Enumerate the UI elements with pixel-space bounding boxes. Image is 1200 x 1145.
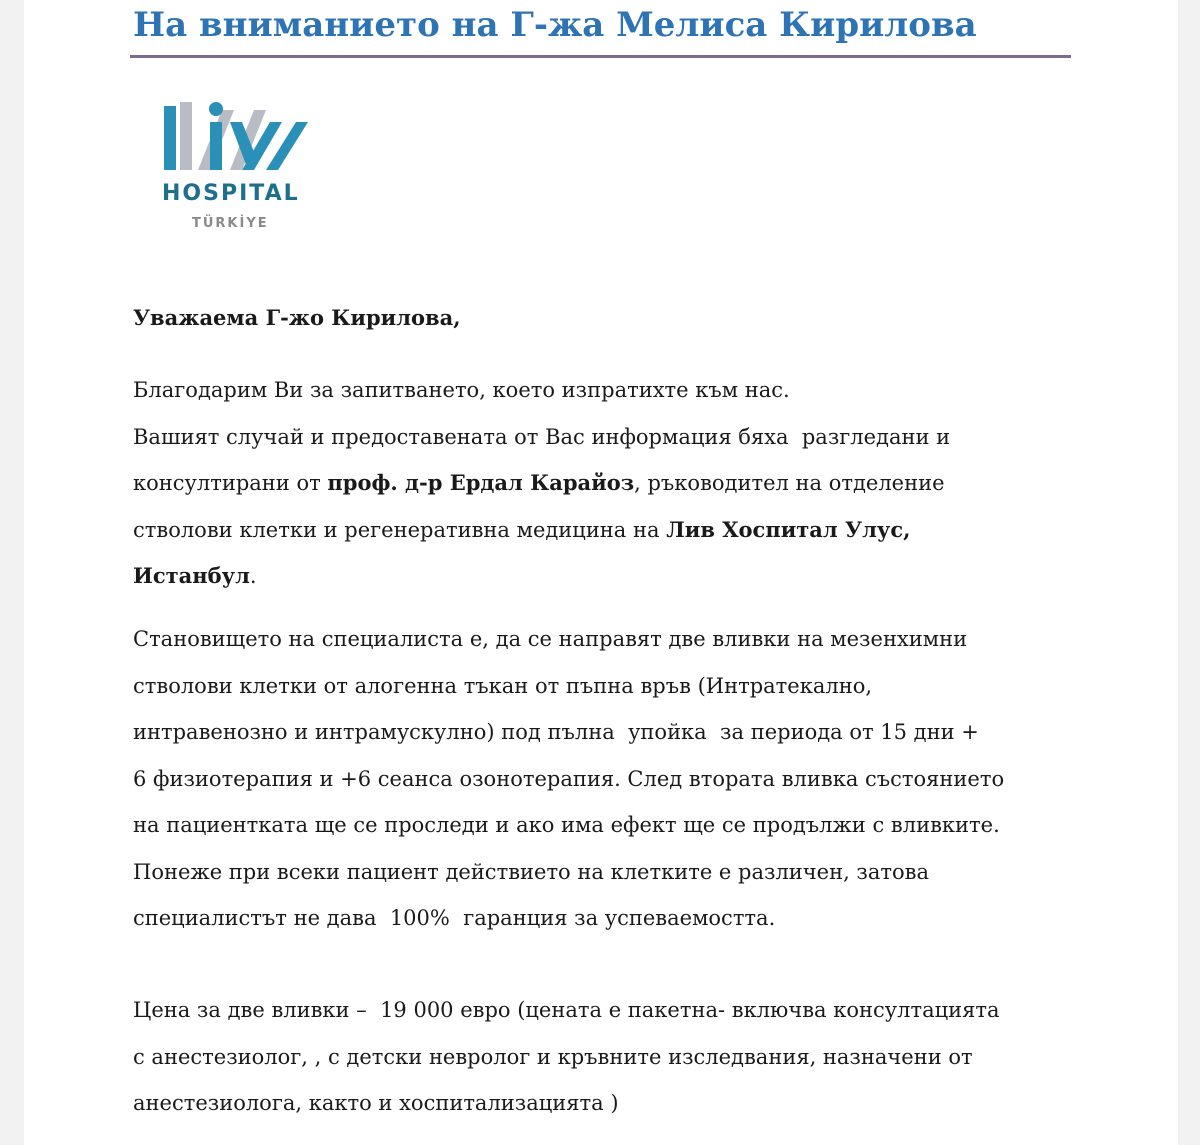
opinion-line-1: Становището на специалиста е, да се направят две вливки на мезенхимни [133,627,968,651]
liv-logo-mark-icon [158,96,308,176]
intro-line-3-text: консултирани от [133,471,328,495]
opinion-line-4: 6 физиотерапия и +6 сеанса озонотерапия. След втората вливка състоянието [133,766,1005,791]
logo-country-text: TÜRKİYE [192,216,269,231]
intro-line-4 [133,507,1083,554]
price-line-3: анестезиолога, както и хоспитализацията ) [133,1091,619,1115]
doctor-name: проф. д-р Ердал Карайоз [327,470,635,495]
price-line-1: Цена за две вливки – 19 000 евро (цената е пакетна- включва консултацията [133,998,1000,1022]
logo-hospital-text: HOSPITAL [162,181,300,206]
liv-hospital-logo [158,96,308,246]
opinion-line-3: интравенозно и интрамускулно) под пълна упойка за периода от 15 дни + [133,720,979,744]
paragraph-opinion [133,616,1083,942]
paragraph-price [133,987,1083,1127]
opinion-line-6: Понеже при всеки пациент действието на клетките е различен, затова [133,859,930,884]
document-page [24,0,1178,1145]
intro-line-1: Благодарим Ви за запитването, което изпратихте към нас. [133,378,790,402]
document-title: На вниманието на Г-жа Мелиса Кирилова [133,5,977,45]
intro-line-5-period: . [249,564,257,588]
salutation: Уважаема Г-жо Кирилова, [133,305,461,330]
hospital-name: Лив Хоспитал Улус, [666,516,911,542]
intro-line-5 [133,553,1083,600]
price-line-2: с анестезиолог, , с детски невролог и кръвните изследвания, назначени от [133,1044,973,1069]
title-underline [130,55,1071,58]
opinion-line-2: стволови клетки от алогенна тъкан от пъпна връв (Интратекално, [133,673,873,698]
opinion-line-5: на пациентката ще се проследи и ако има ефект ще се продължи с вливките. [133,813,1000,837]
intro-line-2: Вашият случай и предоставената от Вас информация бяха разгледани и [133,424,951,449]
opinion-line-7: специалистът не дава 100% гаранция за успеваемостта. [133,906,776,930]
intro-line-4-text: стволови клетки и регенеративна медицина на [133,517,667,542]
intro-line-3 [133,460,1083,507]
city-name: Истанбул [133,563,250,588]
paragraph-intro [133,367,1083,600]
intro-line-3-rest: , ръководител на отделение [634,471,945,495]
